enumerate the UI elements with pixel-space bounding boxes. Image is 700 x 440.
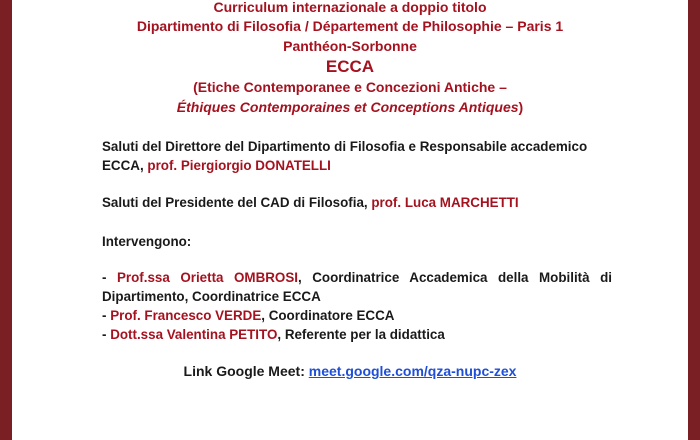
header-department-line: Dipartimento di Filosofia / Département de Philosophie – Paris 1 [136, 18, 564, 34]
meet-link-line [12, 362, 688, 381]
header-curriculum-line: Curriculum internazionale a doppio titolo [213, 0, 487, 15]
program-acronym: ECCA [325, 57, 375, 76]
speaker-role: , Referente per la didattica [277, 327, 445, 342]
speaker-name: Dott.ssa Valentina PETITO [110, 327, 278, 342]
greeting-president-text: Saluti del Presidente del CAD di Filosofia, [102, 195, 372, 210]
program-subtitle-french [12, 98, 688, 117]
greeting-president [102, 193, 612, 212]
subtitle-close-paren: ) [518, 99, 524, 115]
speaker-item [102, 306, 612, 325]
program-subtitle-italian: (Etiche Contemporanee e Concezioni Antiche – [193, 79, 507, 95]
google-meet-link[interactable]: meet.google.com/qza-nupc-zex [308, 363, 517, 379]
greeting-director [102, 137, 612, 175]
greeting-director-text: Saluti del Direttore del Dipartimento di Filosofia e Responsabile accademico ECCA, [102, 139, 588, 173]
header-university-line: Panthéon-Sorbonne [283, 38, 417, 54]
meet-label: Link Google Meet: [183, 363, 309, 379]
speaker-bullet: - [102, 308, 111, 323]
subtitle-french-text: Éthiques Contemporaines et Conceptions Antiques [176, 99, 519, 115]
greeting-director-name: prof. Piergiorgio DONATELLI [147, 158, 331, 173]
speaker-item [102, 268, 612, 306]
speakers-heading: Intervengono: [102, 234, 192, 249]
speaker-name: Prof. Francesco VERDE [110, 308, 262, 323]
speaker-bullet: - [102, 270, 117, 285]
speaker-bullet: - [102, 327, 111, 342]
speaker-name: Prof.ssa Orietta OMBROSI [116, 270, 298, 285]
speaker-item [102, 325, 612, 344]
speaker-role: , Coordinatore ECCA [261, 308, 395, 323]
document-page [12, 0, 688, 440]
greeting-president-name: prof. Luca MARCHETTI [371, 195, 519, 210]
speaker-role: , Coordinatrice Accademica della Mobilità di Dipartimento, Coordinatrice ECCA [102, 270, 612, 304]
speaker-list [102, 268, 612, 344]
